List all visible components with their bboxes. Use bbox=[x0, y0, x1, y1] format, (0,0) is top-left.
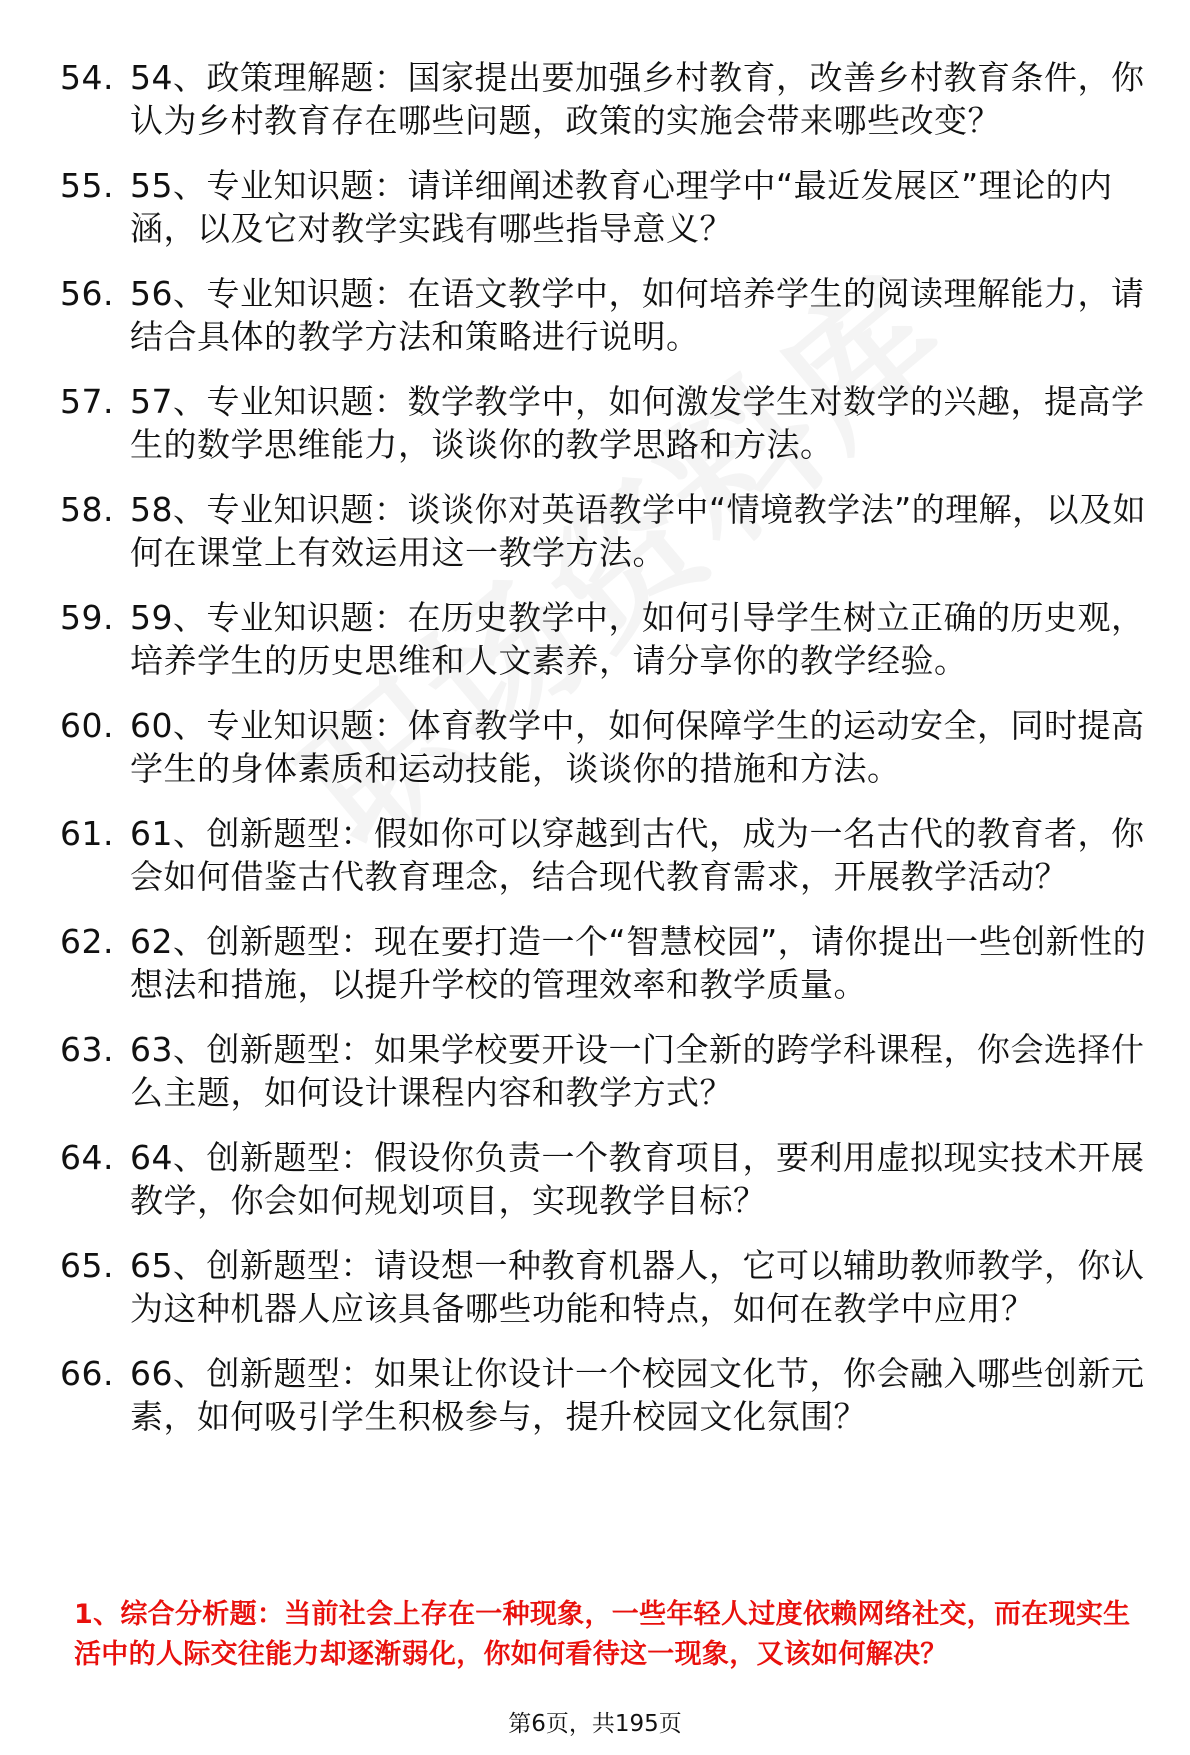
question-list bbox=[60, 56, 1160, 1460]
question-text: 63、创新题型：如果学校要开设一门全新的跨学科课程，你会选择什么主题，如何设计课程内容和教学方式？ bbox=[130, 1030, 1145, 1112]
question-item bbox=[60, 164, 1160, 250]
question-item bbox=[60, 56, 1160, 142]
question-item bbox=[60, 704, 1160, 790]
question-text: 56、专业知识题：在语文教学中，如何培养学生的阅读理解能力，请结合具体的教学方法和策略进行说明。 bbox=[130, 274, 1145, 356]
question-text: 57、专业知识题：数学教学中，如何激发学生对数学的兴趣，提高学生的数学思维能力，谈谈你的教学思路和方法。 bbox=[130, 382, 1145, 464]
question-number: 54. bbox=[60, 58, 114, 97]
question-item bbox=[60, 812, 1160, 898]
question-text: 60、专业知识题：体育教学中，如何保障学生的运动安全，同时提高学生的身体素质和运动技能，谈谈你的措施和方法。 bbox=[130, 706, 1145, 788]
question-number: 61. bbox=[60, 814, 114, 853]
question-item bbox=[60, 596, 1160, 682]
question-item bbox=[60, 1244, 1160, 1330]
question-number: 56. bbox=[60, 274, 114, 313]
question-text: 65、创新题型：请设想一种教育机器人，它可以辅助教师教学，你认为这种机器人应该具备哪些功能和特点，如何在教学中应用？ bbox=[130, 1246, 1145, 1328]
question-number: 58. bbox=[60, 490, 114, 529]
question-text: 58、专业知识题：谈谈你对英语教学中“情境教学法”的理解，以及如何在课堂上有效运用这一教学方法。 bbox=[130, 490, 1147, 572]
question-number: 64. bbox=[60, 1138, 114, 1177]
question-item bbox=[60, 1352, 1160, 1438]
question-item bbox=[60, 1028, 1160, 1114]
question-text: 64、创新题型：假设你负责一个教育项目，要利用虚拟现实技术开展教学，你会如何规划项目，实现教学目标？ bbox=[130, 1138, 1145, 1220]
question-text: 62、创新题型：现在要打造一个“智慧校园”，请你提出一些创新性的想法和措施，以提升学校的管理效率和教学质量。 bbox=[130, 922, 1147, 1004]
question-number: 65. bbox=[60, 1246, 114, 1285]
highlighted-question: 1、综合分析题：当前社会上存在一种现象，一些年轻人过度依赖网络社交，而在现实生活中的人际交往能力却逐渐弱化，你如何看待这一现象，又该如何解决？ bbox=[74, 1599, 1131, 1670]
question-number: 60. bbox=[60, 706, 114, 745]
question-number: 62. bbox=[60, 922, 114, 961]
question-number: 55. bbox=[60, 166, 114, 205]
question-number: 57. bbox=[60, 382, 114, 421]
question-item bbox=[60, 488, 1160, 574]
question-item bbox=[60, 920, 1160, 1006]
question-number: 66. bbox=[60, 1354, 114, 1393]
question-text: 55、专业知识题：请详细阐述教育心理学中“最近发展区”理论的内涵，以及它对教学实践有哪些指导意义？ bbox=[130, 166, 1113, 248]
question-item bbox=[60, 272, 1160, 358]
question-number: 63. bbox=[60, 1030, 114, 1069]
question-item bbox=[60, 1136, 1160, 1222]
question-text: 59、专业知识题：在历史教学中，如何引导学生树立正确的历史观，培养学生的历史思维和人文素养，请分享你的教学经验。 bbox=[130, 598, 1145, 680]
question-item bbox=[60, 380, 1160, 466]
question-number: 59. bbox=[60, 598, 114, 637]
page-footer: 第6页，共195页 bbox=[508, 1711, 682, 1737]
question-text: 54、政策理解题：国家提出要加强乡村教育，改善乡村教育条件，你认为乡村教育存在哪些问题，政策的实施会带来哪些改变？ bbox=[130, 58, 1145, 140]
question-text: 66、创新题型：如果让你设计一个校园文化节，你会融入哪些创新元素，如何吸引学生积极参与，提升校园文化氛围？ bbox=[130, 1354, 1145, 1436]
question-text: 61、创新题型：假如你可以穿越到古代，成为一名古代的教育者，你会如何借鉴古代教育理念，结合现代教育需求，开展教学活动？ bbox=[130, 814, 1145, 896]
